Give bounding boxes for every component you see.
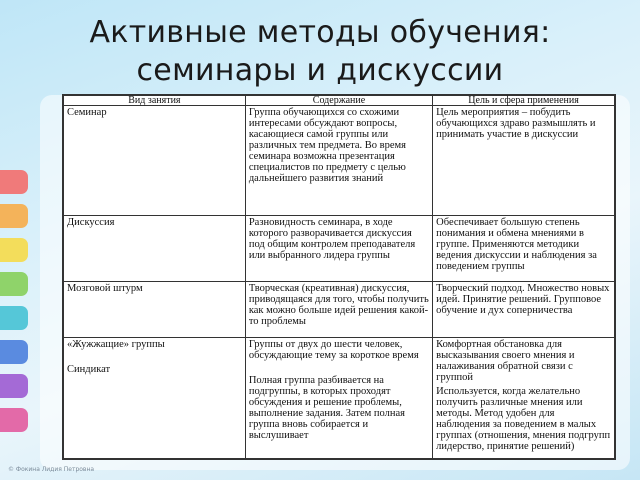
tab-decoration [0, 340, 28, 364]
cell-content: Группа обучающихся со схожими интересами обсуждают вопросы, касающиеся самой группы или различных тем предмета. Во время семинара возможна презентация специалистов по предмету с целью дальнейшего развития знаний [245, 106, 432, 216]
cell-goal: Цель мероприятия – побудить обучающихся здраво размышлять и принимать участие в дискуссии [433, 106, 615, 216]
tab-decoration [0, 272, 28, 296]
cell-goal: Творческий подход. Множество новых идей. Принятие решений. Групповое обучение и дух соперничества [433, 282, 615, 338]
cell-goal [433, 338, 615, 459]
goal-buzz-groups: Комфортная обстановка для высказывания своего мнения и налаживания обратной связи с группой [436, 339, 575, 383]
tab-decoration [0, 238, 28, 262]
cell-type [64, 338, 246, 459]
cell-type: Дискуссия [64, 216, 246, 282]
tab-decoration [0, 204, 28, 228]
table-row [64, 216, 615, 282]
cell-content [245, 338, 432, 459]
goal-syndicate: Используется, когда желательно получить различные мнения или методы. Метод удобен для наблюдения за поведением в малых группах (отношения, мнения подгрупп лидерство, принятие решений) [436, 386, 611, 452]
table-row [64, 106, 615, 216]
tab-decoration [0, 170, 28, 194]
type-buzz-groups: «Жужжащие» группы [67, 339, 165, 350]
table-row [64, 282, 615, 338]
title-line-2: семинары и дискуссии [136, 53, 504, 88]
table-header-row [64, 96, 615, 106]
tab-decoration [0, 306, 28, 330]
cell-content: Творческая (креативная) дискуссия, приводящаяся для того, чтобы получить как можно больше идей решения какой-то проблемы [245, 282, 432, 338]
tab-decoration [0, 408, 28, 432]
methods-table-grid [63, 95, 615, 459]
cell-content: Разновидность семинара, в ходе которого разворачивается дискуссия под общим контролем преподавателя или выбранного лидера группы [245, 216, 432, 282]
table-row [64, 338, 615, 459]
header-type: Вид занятия [64, 96, 246, 106]
header-content: Содержание [245, 96, 432, 106]
slide-title [0, 14, 640, 90]
header-goal: Цель и сфера применения [433, 96, 615, 106]
cell-goal: Обеспечивает большую степень понимания и обмена мнениями в группе. Применяются методики ведения дискуссии и наблюдения за поведением группы [433, 216, 615, 282]
type-syndicate: Синдикат [67, 364, 111, 375]
content-buzz-groups: Группы от двух до шести человек, обсуждающие тему за короткое время [248, 339, 419, 361]
cell-type: Мозговой штурм [64, 282, 246, 338]
content-syndicate: Полная группа разбивается на подгруппы, в которых проходят обсуждения и решение проблемы, выполнение задания. Затем полная группа вновь собирается и выслушивает [248, 375, 405, 441]
author-credit: © Фокина Лидия Петровна [8, 466, 95, 473]
tab-decoration [0, 374, 28, 398]
cell-type: Семинар [64, 106, 246, 216]
title-line-1: Активные методы обучения: [89, 15, 551, 50]
methods-table [62, 94, 616, 460]
